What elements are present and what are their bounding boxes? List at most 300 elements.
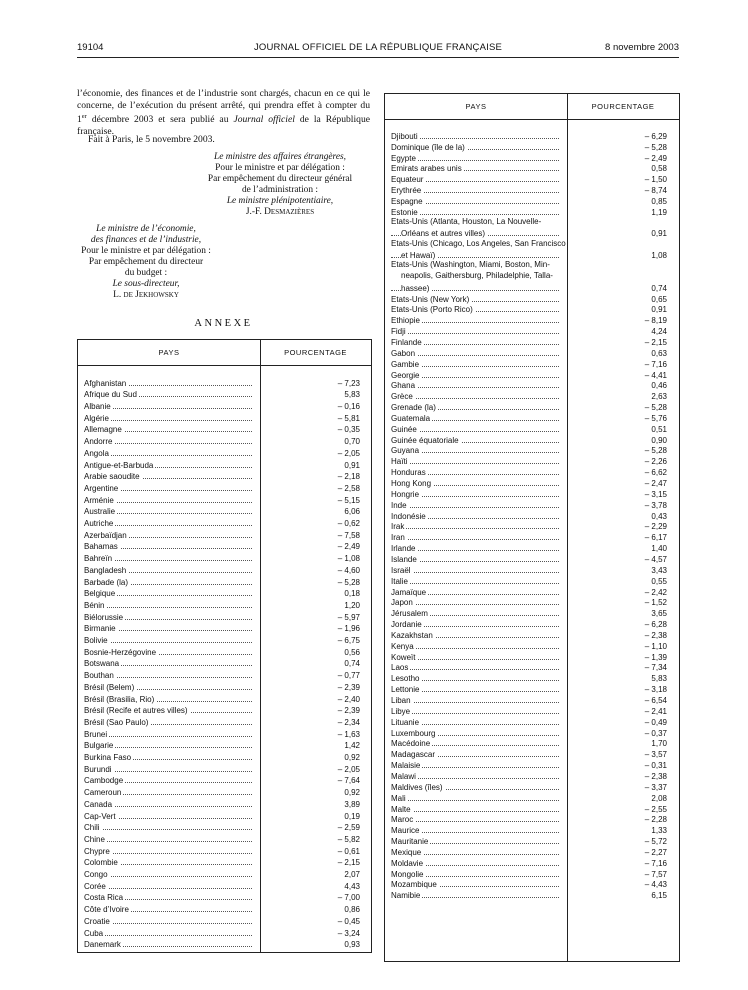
- country-name: Inde: [391, 500, 407, 510]
- country-name: Brésil (Recife et autres villes): [84, 706, 188, 716]
- signatory-name: J.-F. Desmazières: [245, 207, 315, 217]
- country-name: Costa Rica: [84, 893, 124, 903]
- percentage-value: 3,89: [344, 799, 360, 809]
- country-name: Maurice: [391, 826, 420, 836]
- percentage-value: – 7,57: [644, 869, 667, 879]
- percentage-value: – 3,24: [337, 928, 360, 938]
- country-name: Cambodge: [84, 776, 124, 786]
- table-row: [391, 748, 667, 759]
- country-name: Moldavie: [391, 858, 424, 868]
- country-name: Bahamas: [84, 542, 118, 552]
- issue-date: 8 novembre 2003: [605, 42, 679, 53]
- table-row: [391, 542, 667, 553]
- percentage-value: 1,33: [651, 826, 667, 836]
- country-name: Guatemala: [391, 413, 431, 423]
- percentage-value: – 8,74: [644, 186, 667, 196]
- percentage-value: – 5,72: [644, 837, 667, 847]
- table-row: [84, 938, 360, 950]
- percentage-value: – 2,18: [337, 472, 360, 482]
- percentage-value: – 7,16: [644, 858, 667, 868]
- country-name: Grèce: [391, 392, 413, 402]
- country-name: Hong Kong: [391, 479, 432, 489]
- percentage-value: – 4,60: [337, 565, 360, 575]
- dot-leader: [84, 935, 252, 936]
- country-name: Koweït: [391, 652, 416, 662]
- table-row: [84, 762, 360, 774]
- percentage-value: – 0,77: [337, 671, 360, 681]
- country-name: Fidji: [391, 327, 406, 337]
- table-row: [84, 715, 360, 727]
- country-name: Burundi: [84, 764, 112, 774]
- dot-leader: [391, 583, 559, 584]
- percentage-value: – 7,58: [337, 530, 360, 540]
- percentage-value: – 5,76: [644, 413, 667, 423]
- country-name: Afghanistan: [84, 378, 127, 388]
- table-row: [84, 774, 360, 786]
- table-row: [391, 835, 667, 846]
- percentage-value: – 2,59: [337, 823, 360, 833]
- table-row: [391, 607, 667, 618]
- table-row: [84, 844, 360, 856]
- table-row: [391, 531, 667, 542]
- percentage-value: 0,56: [344, 647, 360, 657]
- dot-leader: [391, 507, 559, 508]
- intro-paragraph: l’économie, des finances et de l’industrie sont chargés, chacun en ce qui le concerne, de l’exécution du présent arrêté, qui prendra effet à compter du 1er décembre 2003 et sera publié au Journal officiel de la République française.: [77, 88, 370, 137]
- table-row: [84, 669, 360, 681]
- table-row: [391, 488, 667, 499]
- country-name: Chili: [84, 823, 100, 833]
- country-name: Cap-Vert: [84, 811, 116, 821]
- percentage-value: – 2,58: [337, 483, 360, 493]
- percentage-value: – 7,64: [337, 776, 360, 786]
- table-row: [391, 640, 667, 651]
- dot-leader: [84, 829, 252, 830]
- dot-leader: [391, 398, 559, 399]
- percentage-value: – 1,08: [337, 554, 360, 564]
- country-name: Albanie: [84, 402, 111, 412]
- country-name: Barbade (la): [84, 577, 129, 587]
- percentage-value: – 6,75: [337, 636, 360, 646]
- table-row: [84, 540, 360, 552]
- table-row: [391, 239, 667, 261]
- dot-leader: [84, 888, 252, 889]
- country-name: Mongolie: [391, 869, 424, 879]
- table-row: [84, 832, 360, 844]
- percentage-value: 0,19: [344, 811, 360, 821]
- percentage-value: – 2,05: [337, 448, 360, 458]
- country-name: Grenade (la): [391, 403, 436, 413]
- country-name: Azerbaïdjan: [84, 530, 127, 540]
- percentage-value: – 3,57: [644, 750, 667, 760]
- table-row: [391, 814, 667, 825]
- table-row: [84, 739, 360, 751]
- country-name: Brésil (Sao Paulo): [84, 717, 149, 727]
- table-row: [391, 466, 667, 477]
- percentage-value: – 2,55: [644, 804, 667, 814]
- annexe-title: ANNEXE: [194, 318, 253, 329]
- country-name: Algérie: [84, 413, 109, 423]
- country-name: Danemark: [84, 940, 121, 950]
- country-name: Autriche: [84, 519, 114, 529]
- country-name: Namibie: [391, 891, 421, 901]
- table-row: [84, 821, 360, 833]
- percentage-value: – 2,42: [644, 587, 667, 597]
- table-row: [84, 797, 360, 809]
- percentage-value: 1,19: [651, 207, 667, 217]
- percentage-value: – 2,39: [337, 706, 360, 716]
- table-row: [391, 618, 667, 629]
- percentage-value: 0,74: [651, 283, 667, 293]
- percentage-value: 4,24: [651, 327, 667, 337]
- country-name: Dominique (île de la): [391, 142, 465, 152]
- percentage-value: 0,46: [651, 381, 667, 391]
- country-name: Canada: [84, 799, 113, 809]
- table-row: [391, 792, 667, 803]
- journal-title: JOURNAL OFFICIEL DE LA RÉPUBLIQUE FRANÇAISE: [253, 42, 503, 53]
- table-row: [391, 651, 667, 662]
- column-header-pourcentage: POURCENTAGE: [284, 348, 347, 357]
- table-row: [84, 704, 360, 716]
- column-header-pourcentage: POURCENTAGE: [591, 102, 655, 111]
- country-name: Mali: [391, 793, 406, 803]
- percentage-value: – 5,81: [337, 413, 360, 423]
- percentage-value: 1,70: [651, 739, 667, 749]
- table-row: [84, 458, 360, 470]
- country-name: Brésil (Belem): [84, 682, 135, 692]
- percentage-value: – 2,05: [337, 764, 360, 774]
- table-row: [84, 516, 360, 528]
- table-row: [391, 217, 667, 239]
- table-row: [84, 587, 360, 599]
- country-name-line: neapolis, Gaithersburg, Philadelphie, Talla-: [401, 271, 553, 281]
- country-name: Allemagne: [84, 425, 122, 435]
- dot-leader: [391, 821, 559, 822]
- table-row: [391, 575, 667, 586]
- dot-leader: [84, 841, 252, 842]
- country-name: Brésil (Brasilia, Rio): [84, 694, 155, 704]
- table-row: [84, 633, 360, 645]
- country-name: Jamaïque: [391, 587, 427, 597]
- percentage-value: – 2,29: [644, 522, 667, 532]
- percentage-value: – 3,78: [644, 500, 667, 510]
- country-name: Orléans et autres villes): [401, 229, 486, 239]
- dot-leader: [84, 607, 252, 608]
- percentage-value: – 1,63: [337, 729, 360, 739]
- percentage-value: – 1,39: [644, 652, 667, 662]
- country-name: Chine: [84, 834, 105, 844]
- country-name: Côte d’Ivoire: [84, 905, 129, 915]
- table-row: [391, 434, 667, 445]
- country-name: Biélorussie: [84, 612, 124, 622]
- country-name: Jordanie: [391, 620, 422, 630]
- dot-leader: [391, 669, 559, 670]
- percentage-value: – 5,28: [644, 403, 667, 413]
- percentage-value: 1,42: [344, 741, 360, 751]
- country-name: Honduras: [391, 468, 426, 478]
- table-row: [84, 657, 360, 669]
- percentage-value: – 4,43: [644, 880, 667, 890]
- percentage-value: 0,91: [651, 305, 667, 315]
- percentage-value: 2,08: [651, 793, 667, 803]
- country-name: Bangladesh: [84, 565, 127, 575]
- table-row: [391, 304, 667, 315]
- country-name: hassee): [401, 283, 430, 293]
- percentage-value: – 6,17: [644, 533, 667, 543]
- table-row: [391, 694, 667, 705]
- table-row: [391, 401, 667, 412]
- country-name: Japon: [391, 598, 413, 608]
- percentage-value: – 2,15: [337, 858, 360, 868]
- country-name: Colombie: [84, 858, 118, 868]
- country-name: Congo: [84, 870, 108, 880]
- table-row: [391, 662, 667, 673]
- percentage-value: 5,83: [651, 674, 667, 684]
- annexe-table-right: [384, 93, 680, 962]
- percentage-value: – 0,45: [337, 916, 360, 926]
- table-row: [84, 575, 360, 587]
- percentage-value: – 5,82: [337, 834, 360, 844]
- table-row: [391, 456, 667, 467]
- table-row: [84, 926, 360, 938]
- page-header: [77, 42, 679, 56]
- table-row: [84, 399, 360, 411]
- table-row: [391, 857, 667, 868]
- percentage-value: – 2,15: [644, 337, 667, 347]
- percentage-value: 0,70: [344, 437, 360, 447]
- table-row: [391, 597, 667, 608]
- table-row: [84, 481, 360, 493]
- country-name: Italie: [391, 576, 408, 586]
- table-row: [391, 163, 667, 174]
- table-row: [391, 293, 667, 304]
- percentage-value: – 2,27: [644, 847, 667, 857]
- table-row: [391, 716, 667, 727]
- country-name: Botswana: [84, 659, 120, 669]
- table-row: [391, 770, 667, 781]
- country-name: Kenya: [391, 641, 414, 651]
- country-name: Liban: [391, 696, 411, 706]
- country-name: Malaisie: [391, 761, 421, 771]
- table-row: [391, 510, 667, 521]
- country-name: Lesotho: [391, 674, 420, 684]
- table-row: [391, 890, 667, 901]
- table-row: [84, 891, 360, 903]
- percentage-value: – 3,18: [644, 685, 667, 695]
- country-name: Erythrée: [391, 186, 422, 196]
- percentage-value: 6,15: [651, 891, 667, 901]
- country-name: Estonie: [391, 207, 418, 217]
- table-row: [84, 750, 360, 762]
- table-row: [391, 173, 667, 184]
- percentage-value: 5,83: [344, 390, 360, 400]
- percentage-value: – 2,40: [337, 694, 360, 704]
- dot-leader: [391, 463, 559, 464]
- table-row: [391, 824, 667, 835]
- country-name: Chypre: [84, 846, 110, 856]
- country-name: Lettonie: [391, 685, 420, 695]
- country-name: Maldives (îles): [391, 782, 443, 792]
- percentage-value: – 1,52: [644, 598, 667, 608]
- table-row: [391, 206, 667, 217]
- table-row: [391, 705, 667, 716]
- percentage-value: – 6,54: [644, 696, 667, 706]
- percentage-value: – 0,35: [337, 425, 360, 435]
- table-row: [84, 727, 360, 739]
- percentage-value: – 0,31: [644, 761, 667, 771]
- table-row: [391, 445, 667, 456]
- table-row: [391, 738, 667, 749]
- percentage-value: – 6,62: [644, 468, 667, 478]
- country-name: Kazakhstan: [391, 630, 433, 640]
- column-header-pays: PAYS: [465, 102, 487, 111]
- percentage-value: 1,20: [344, 600, 360, 610]
- table-row: [84, 786, 360, 798]
- percentage-value: – 8,19: [644, 316, 667, 326]
- country-name: Israël: [391, 565, 411, 575]
- country-name: Etats-Unis (Porto Rico): [391, 305, 473, 315]
- country-name: Guinée équatoriale: [391, 435, 459, 445]
- country-name: Jérusalem: [391, 609, 428, 619]
- table-row: [84, 610, 360, 622]
- percentage-value: – 1,10: [644, 641, 667, 651]
- signatory-name: L. de Jekhowsky: [113, 290, 179, 300]
- table-row: [84, 505, 360, 517]
- dot-leader: [391, 811, 559, 812]
- table-row: [84, 680, 360, 692]
- dot-leader: [391, 604, 559, 605]
- country-name: Luxembourg: [391, 728, 436, 738]
- percentage-value: – 5,15: [337, 495, 360, 505]
- percentage-value: – 6,28: [644, 620, 667, 630]
- country-name-line: Etats-Unis (Washington, Miami, Boston, Min-: [391, 260, 550, 270]
- percentage-value: 0,74: [344, 659, 360, 669]
- table-row: [391, 130, 667, 141]
- country-name: Afrique du Sud: [84, 390, 137, 400]
- percentage-value: 0,51: [651, 424, 667, 434]
- table-row: [84, 388, 360, 400]
- table-row: [84, 903, 360, 915]
- table-row: [84, 563, 360, 575]
- percentage-value: 0,90: [651, 435, 667, 445]
- country-name: Irlande: [391, 544, 416, 554]
- country-name-line: Etats-Unis (Atlanta, Houston, La Nouvelle-: [391, 216, 542, 226]
- percentage-value: – 4,57: [644, 554, 667, 564]
- percentage-value: – 1,96: [337, 624, 360, 634]
- percentage-value: – 2,38: [644, 771, 667, 781]
- dot-leader: [391, 539, 559, 540]
- country-name: Haïti: [391, 457, 408, 467]
- country-name: Arménie: [84, 495, 114, 505]
- table-row: [391, 499, 667, 510]
- country-name: Andorre: [84, 437, 113, 447]
- dot-leader: [391, 572, 559, 573]
- country-name: Antigue-et-Barbuda: [84, 460, 154, 470]
- table-row: [391, 260, 667, 293]
- country-name: Djibouti: [391, 131, 418, 141]
- country-name: Angola: [84, 448, 109, 458]
- country-name: Australie: [84, 507, 116, 517]
- table-row: [391, 868, 667, 879]
- country-name: Laos: [391, 663, 409, 673]
- country-name: Madagascar: [391, 750, 436, 760]
- percentage-value: 0,91: [344, 460, 360, 470]
- table-row: [84, 879, 360, 891]
- percentage-value: 2,63: [651, 392, 667, 402]
- table-row: [391, 803, 667, 814]
- table-row: [391, 521, 667, 532]
- table-row: [84, 692, 360, 704]
- percentage-value: 2,07: [344, 870, 360, 880]
- percentage-value: 4,43: [344, 881, 360, 891]
- percentage-value: 0,86: [344, 905, 360, 915]
- percentage-value: – 0,49: [644, 717, 667, 727]
- percentage-value: 3,43: [651, 565, 667, 575]
- signature-block-affaires-etrangeres: Le ministre des affaires étrangères, Pour le ministre et par délégation : Par empêchement du directeur général de l’administration : Le ministre plénipotentiaire, J.-F. Desmazières: [190, 152, 370, 218]
- annexe-table-left: [77, 339, 372, 953]
- country-name: Libye: [391, 706, 411, 716]
- table-row: [391, 553, 667, 564]
- table-row: [391, 141, 667, 152]
- country-name: Emirats arabes unis: [391, 164, 462, 174]
- table-row: [391, 477, 667, 488]
- percentage-value: 3,65: [651, 609, 667, 619]
- table-row: [391, 564, 667, 575]
- table-row: [84, 622, 360, 634]
- dot-leader: [391, 648, 559, 649]
- country-name: Bolivie: [84, 636, 108, 646]
- percentage-value: 6,06: [344, 507, 360, 517]
- percentage-value: – 0,37: [644, 728, 667, 738]
- table-row: [391, 380, 667, 391]
- country-name: Etats-Unis (New York): [391, 294, 470, 304]
- dot-leader: [391, 713, 559, 714]
- country-name: Georgie: [391, 370, 420, 380]
- country-name: Croatie: [84, 916, 110, 926]
- table-row: [84, 914, 360, 926]
- percentage-value: – 2,41: [644, 706, 667, 716]
- country-name: Macédoine: [391, 739, 431, 749]
- country-name-line: Etats-Unis (Chicago, Los Angeles, San Francisco: [391, 238, 566, 248]
- table-row: [84, 446, 360, 458]
- table-row: [391, 195, 667, 206]
- percentage-value: – 5,28: [644, 142, 667, 152]
- percentage-value: – 7,00: [337, 893, 360, 903]
- percentage-value: 0,18: [344, 589, 360, 599]
- table-row: [391, 781, 667, 792]
- country-name: Bosnie-Herzégovine: [84, 647, 157, 657]
- country-name: Finlande: [391, 337, 422, 347]
- percentage-value: – 2,49: [644, 153, 667, 163]
- table-row: [391, 412, 667, 423]
- header-rule: [77, 57, 679, 58]
- country-name: Malte: [391, 804, 411, 814]
- percentage-value: – 2,28: [644, 815, 667, 825]
- percentage-value: 1,08: [651, 251, 667, 261]
- country-name: Malawi: [391, 771, 416, 781]
- percentage-value: 0,91: [651, 229, 667, 239]
- dot-leader: [391, 528, 559, 529]
- percentage-value: – 2,39: [337, 682, 360, 692]
- country-name: Guinée: [391, 424, 417, 434]
- percentage-value: – 0,16: [337, 402, 360, 412]
- country-name: Ghana: [391, 381, 416, 391]
- country-name: Cuba: [84, 928, 104, 938]
- country-name: Lituanie: [391, 717, 420, 727]
- percentage-value: – 1,50: [644, 175, 667, 185]
- percentage-value: – 0,62: [337, 519, 360, 529]
- table-row: [391, 586, 667, 597]
- country-name: Brunei: [84, 729, 108, 739]
